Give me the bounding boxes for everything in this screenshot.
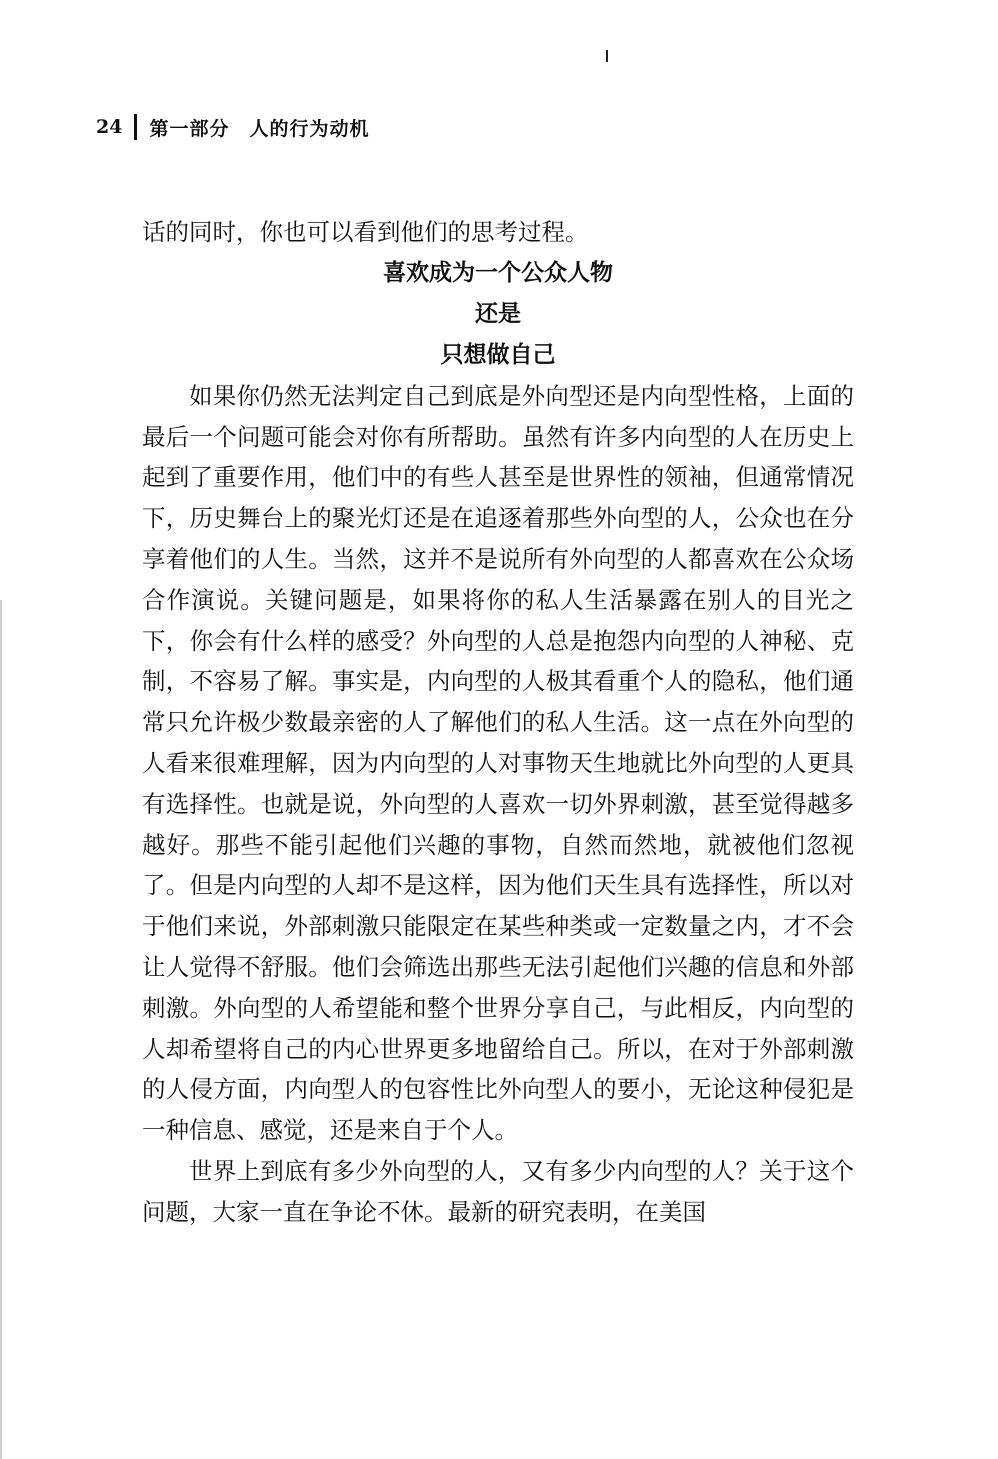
subheading-line-2: 还是 — [475, 300, 521, 327]
page-edge-shadow — [0, 600, 2, 1459]
scan-artifact-mark — [606, 50, 608, 62]
running-header — [96, 112, 369, 142]
paragraph: 如果你仍然无法判定自己到底是外向型还是内向型性格，上面的最后一个问题可能会对你有所帮助。虽然有许多内向型的人在历史上起到了重要作用，他们中的有些人甚至是世界性的领袖，但通常情况下，历史舞台上的聚光灯还是在追逐着那些外向型的人，公众也在分享着他们的人生。当然，这并不是说所有外向型的人都喜欢在公众场合作演说。关键问题是，如果将你的私人生活暴露在别人的目光之下，你会有什么样的感受？外向型的人总是抱怨内向型的人神秘、克制，不容易了解。事实是，内向型的人极其看重个人的隐私，他们通常只允许极少数最亲密的人了解他们的私人生活。这一点在外向型的人看来很难理解，因为内向型的人对事物天生地就比外向型的人更具有选择性。也就是说，外向型的人喜欢一切外界刺激，甚至觉得越多越好。那些不能引起他们兴趣的事物，自然而然地，就被他们忽视了。但是内向型的人却不是这样，因为他们天生具有选择性，所以对于他们来说，外部刺激只能限定在某些种类或一定数量之内，才不会让人觉得不舒服。他们会筛选出那些无法引起他们兴趣的信息和外部刺激。外向型的人希望能和整个世界分享自己，与此相反，内向型的人却希望将自己的内心世界更多地留给自己。所以，在对于外部刺激的人侵方面，内向型人的包容性比外向型人的要小，无论这种侵犯是一种信息、感觉，还是来自于个人。 — [142, 381, 854, 1145]
body-text — [142, 212, 854, 1233]
subheading-line-1: 喜欢成为一个公众人物 — [383, 259, 613, 286]
page-number: 24 — [96, 116, 123, 138]
paragraph: 世界上到底有多少外向型的人，又有多少内向型的人？关于这个问题，大家一直在争论不休。最新的研究表明，在美国 — [142, 1156, 854, 1226]
section-title: 第一部分 人的行为动机 — [149, 117, 370, 140]
continued-line: 话的同时，你也可以看到他们的思考过程。 — [142, 218, 589, 246]
header-divider — [134, 114, 137, 140]
subheading-line-3: 只想做自己 — [440, 341, 556, 368]
